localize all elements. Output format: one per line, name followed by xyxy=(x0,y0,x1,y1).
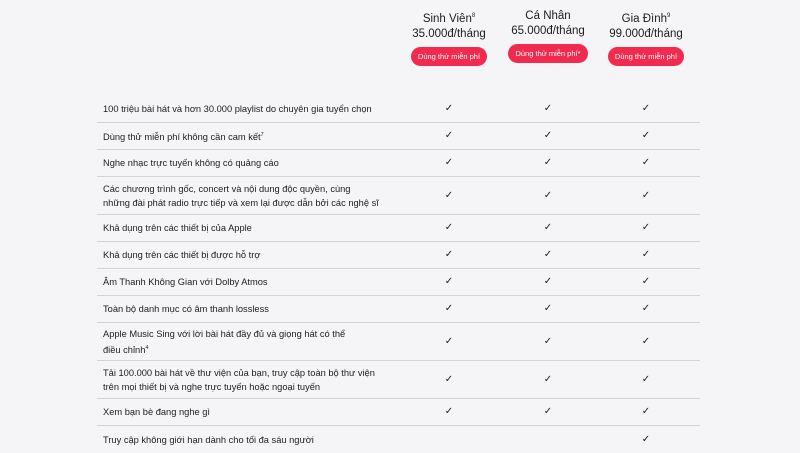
feature-label: Xem bạn bè đang nghe gì xyxy=(103,407,211,417)
feature-row xyxy=(97,426,700,453)
check-icon: ✓ xyxy=(641,249,651,260)
plan-price: 65.000đ/tháng xyxy=(511,25,585,37)
check-icon: ✓ xyxy=(641,189,651,201)
check-icon: ✓ xyxy=(444,249,454,260)
feature-row xyxy=(97,177,700,215)
feature-label: Tải 100.000 bài hát về thư viện của bạn, truy cập toàn bộ thư viện trên mọi thiết bị và nghe trực tuyến hoặc ngoại tuyến xyxy=(103,367,375,392)
free-trial-button-student[interactable]: Dùng thử miễn phí xyxy=(411,47,487,66)
check-icon: ✓ xyxy=(543,276,553,287)
check-icon: ✓ xyxy=(444,373,454,385)
feature-label: Nghe nhạc trực tuyến không có quảng cáo xyxy=(103,158,279,168)
feature-row xyxy=(97,399,700,426)
check-icon: ✓ xyxy=(543,303,553,314)
check-icon: ✓ xyxy=(641,406,651,417)
check-icon: ✓ xyxy=(641,335,651,347)
check-icon: ✓ xyxy=(543,103,553,114)
check-icon: ✓ xyxy=(543,157,553,168)
check-icon: ✓ xyxy=(543,189,553,201)
feature-row xyxy=(97,215,700,242)
check-icon: ✓ xyxy=(444,103,454,114)
check-icon: ✓ xyxy=(641,222,651,233)
free-trial-button-family[interactable]: Dùng thử miễn phí xyxy=(608,47,684,66)
check-icon: ✓ xyxy=(444,189,454,201)
feature-label: Apple Music Sing với lời bài hát đầy đủ và giọng hát có thể điều chỉnh$^4$ xyxy=(103,328,346,355)
feature-label: Khả dụng trên các thiết bị của Apple xyxy=(103,223,252,233)
check-icon: ✓ xyxy=(543,249,553,260)
check-icon: ✓ xyxy=(444,303,454,314)
check-icon: ✓ xyxy=(641,103,651,114)
feature-comparison-table xyxy=(97,96,700,453)
check-icon: ✓ xyxy=(641,157,651,168)
feature-label: Khả dụng trên các thiết bị được hỗ trợ xyxy=(103,250,261,260)
check-icon: ✓ xyxy=(641,433,651,445)
feature-label: Dùng thử miễn phí không cần cam kết$^7$ xyxy=(103,131,264,143)
check-icon: ✓ xyxy=(444,130,454,141)
check-icon: ✓ xyxy=(543,222,553,233)
check-icon: ✓ xyxy=(444,276,454,287)
plan-price: 99.000đ/tháng xyxy=(609,27,683,40)
feature-row xyxy=(97,323,700,361)
feature-row xyxy=(97,296,700,323)
feature-label: 100 triệu bài hát và hơn 30.000 playlist do chuyên gia tuyển chọn xyxy=(103,104,372,114)
check-icon: ✓ xyxy=(641,276,651,287)
plan-name: Cá Nhân xyxy=(525,10,571,22)
plan-family xyxy=(591,9,701,66)
plan-name: Gia Đình$^9$ xyxy=(621,12,671,25)
check-icon: ✓ xyxy=(444,222,454,233)
check-icon: ✓ xyxy=(543,335,553,347)
check-icon: ✓ xyxy=(641,130,651,141)
check-icon: ✓ xyxy=(641,373,651,385)
plan-name: Sinh Viên$^8$ xyxy=(422,12,476,25)
feature-label: Âm Thanh Không Gian với Dolby Atmos xyxy=(103,277,268,287)
feature-label: Truy cập không giới hạn dành cho tối đa sáu người xyxy=(103,434,314,445)
feature-label: Các chương trình gốc, concert và nội dung độc quyền, cùng những đài phát radio trực tiếp và xem lại được dẫn bởi các nghệ sĩ xyxy=(103,183,379,208)
plan-price: 35.000đ/tháng xyxy=(412,27,486,40)
check-icon: ✓ xyxy=(444,335,454,347)
feature-row xyxy=(97,150,700,177)
check-icon: ✓ xyxy=(543,130,553,141)
plan-individual xyxy=(493,9,603,63)
check-icon: ✓ xyxy=(444,157,454,168)
check-icon: ✓ xyxy=(543,406,553,417)
feature-row xyxy=(97,242,700,269)
feature-row xyxy=(97,123,700,150)
check-icon: ✓ xyxy=(543,373,553,385)
feature-row xyxy=(97,96,700,123)
feature-row xyxy=(97,269,700,296)
feature-label: Toàn bộ danh mục có âm thanh lossless xyxy=(103,304,269,314)
feature-row xyxy=(97,361,700,399)
free-trial-button-individual[interactable]: Dùng thử miễn phí* xyxy=(508,44,587,63)
plan-student xyxy=(394,9,504,66)
check-icon: ✓ xyxy=(641,303,651,314)
check-icon: ✓ xyxy=(444,406,454,417)
